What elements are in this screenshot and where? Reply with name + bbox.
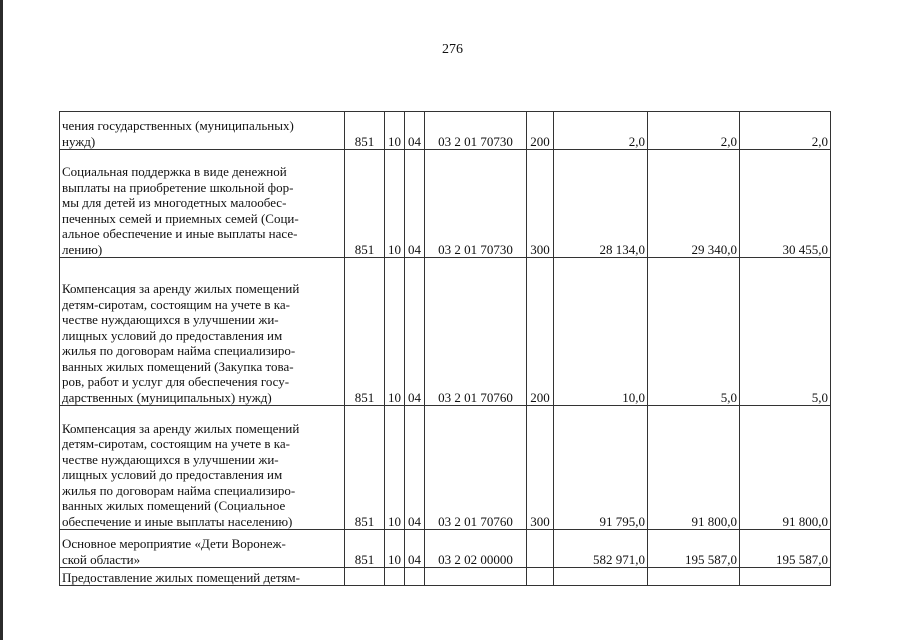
amount-year-3-cell: 5,0 [740, 258, 831, 406]
expense-type-cell: 300 [527, 406, 554, 530]
target-article-cell: 03 2 01 70730 [425, 150, 527, 258]
item-name-line: жилья по договорам найма специализиро- [62, 343, 296, 358]
amount-year-2-cell: 91 800,0 [648, 406, 740, 530]
item-name-line: дарственных (муниципальных) нужд) [62, 389, 272, 405]
amount-year-1-cell: 2,0 [554, 112, 648, 150]
ministry-code-cell: 851 [345, 530, 385, 568]
item-name-line: жилья по договорам найма специализиро- [62, 482, 296, 498]
item-name-cell [60, 150, 345, 258]
item-name-cell [60, 112, 345, 150]
target-article-cell: 03 2 02 00000 [425, 530, 527, 568]
item-name-line: чения государственных (муниципальных) [62, 118, 294, 133]
subsection-code-cell: 04 [405, 112, 425, 150]
subsection-code-cell: 04 [405, 150, 425, 258]
ministry-code-cell [345, 568, 385, 586]
item-name-line: детям-сиротам, состоящим на учете в ка- [62, 296, 290, 312]
ministry-code-cell: 851 [345, 112, 385, 150]
target-article-cell [425, 568, 527, 586]
item-name-line: честве нуждающихся в улучшении жи- [62, 451, 279, 467]
item-name-cell [60, 258, 345, 406]
table-row [60, 150, 831, 258]
amount-year-2-cell: 5,0 [648, 258, 740, 406]
item-name-line: нужд) [62, 133, 96, 149]
expense-type-cell [527, 568, 554, 586]
item-name-line: ской области» [62, 551, 141, 567]
amount-year-2-cell [648, 568, 740, 586]
table-row [60, 406, 831, 530]
page-number: 276 [442, 42, 463, 57]
item-name-line: печенных семей и приемных семей (Соци- [62, 210, 299, 226]
subsection-code-cell: 04 [405, 258, 425, 406]
budget-table [59, 111, 831, 586]
ministry-code-cell: 851 [345, 258, 385, 406]
amount-year-1-cell: 91 795,0 [554, 406, 648, 530]
amount-year-3-cell [740, 568, 831, 586]
amount-year-1-cell: 28 134,0 [554, 150, 648, 258]
item-name-cell [60, 406, 345, 530]
table-body [60, 112, 831, 586]
item-name-line: альное обеспечение и иные выплаты насе- [62, 226, 298, 241]
subsection-code-cell: 04 [405, 406, 425, 530]
ministry-code-cell: 851 [345, 406, 385, 530]
section-code-cell: 10 [385, 258, 405, 406]
item-name-line: ванных жилых помещений (Закупка това- [62, 358, 294, 374]
section-code-cell: 10 [385, 530, 405, 568]
table-row [60, 112, 831, 150]
item-name-cell [60, 530, 345, 568]
amount-year-3-cell: 2,0 [740, 112, 831, 150]
subsection-code-cell [405, 568, 425, 586]
amount-year-1-cell [554, 568, 648, 586]
item-name-line: детям-сиротам, состоящим на учете в ка- [62, 436, 290, 451]
item-name-line: Компенсация за аренду жилых помещений [62, 420, 300, 436]
amount-year-1-cell: 10,0 [554, 258, 648, 406]
item-name-line: честве нуждающихся в улучшении жи- [62, 312, 279, 327]
amount-year-1-cell: 582 971,0 [554, 530, 648, 568]
item-name-cell [60, 568, 345, 586]
section-code-cell: 10 [385, 406, 405, 530]
table-row [60, 530, 831, 568]
section-code-cell [385, 568, 405, 586]
subsection-code-cell: 04 [405, 530, 425, 568]
amount-year-2-cell: 29 340,0 [648, 150, 740, 258]
target-article-cell: 03 2 01 70730 [425, 112, 527, 150]
item-name-line: ванных жилых помещений (Социальное [62, 498, 286, 513]
item-name-line: Социальная поддержка в виде денежной [62, 164, 287, 179]
item-name-line: ров, работ и услуг для обеспечения госу- [62, 374, 290, 389]
expense-type-cell [527, 530, 554, 568]
expense-type-cell: 300 [527, 150, 554, 258]
target-article-cell: 03 2 01 70760 [425, 406, 527, 530]
expense-type-cell: 200 [527, 112, 554, 150]
item-name-line: Предоставление жилых помещений детям- [62, 569, 300, 585]
table-row [60, 258, 831, 406]
section-code-cell: 10 [385, 112, 405, 150]
amount-year-3-cell: 91 800,0 [740, 406, 831, 530]
item-name-line: Основное мероприятие «Дети Воронеж- [62, 536, 286, 551]
item-name-line: лищных условий до предоставления им [62, 467, 283, 482]
expense-type-cell: 200 [527, 258, 554, 406]
section-code-cell: 10 [385, 150, 405, 258]
amount-year-2-cell: 195 587,0 [648, 530, 740, 568]
item-name-line: выплаты на приобретение школьной фор- [62, 179, 294, 195]
table-row [60, 568, 831, 586]
item-name-line: лищных условий до предоставления им [62, 327, 283, 343]
amount-year-2-cell: 2,0 [648, 112, 740, 150]
item-name-line: обеспечение и иные выплаты населению) [62, 513, 293, 529]
amount-year-3-cell: 30 455,0 [740, 150, 831, 258]
amount-year-3-cell: 195 587,0 [740, 530, 831, 568]
item-name-line: мы для детей из многодетных малообес- [62, 195, 287, 210]
item-name-line: Компенсация за аренду жилых помещений [62, 281, 300, 296]
scan-left-edge [0, 0, 3, 640]
item-name-line: лению) [62, 241, 103, 257]
ministry-code-cell: 851 [345, 150, 385, 258]
target-article-cell: 03 2 01 70760 [425, 258, 527, 406]
